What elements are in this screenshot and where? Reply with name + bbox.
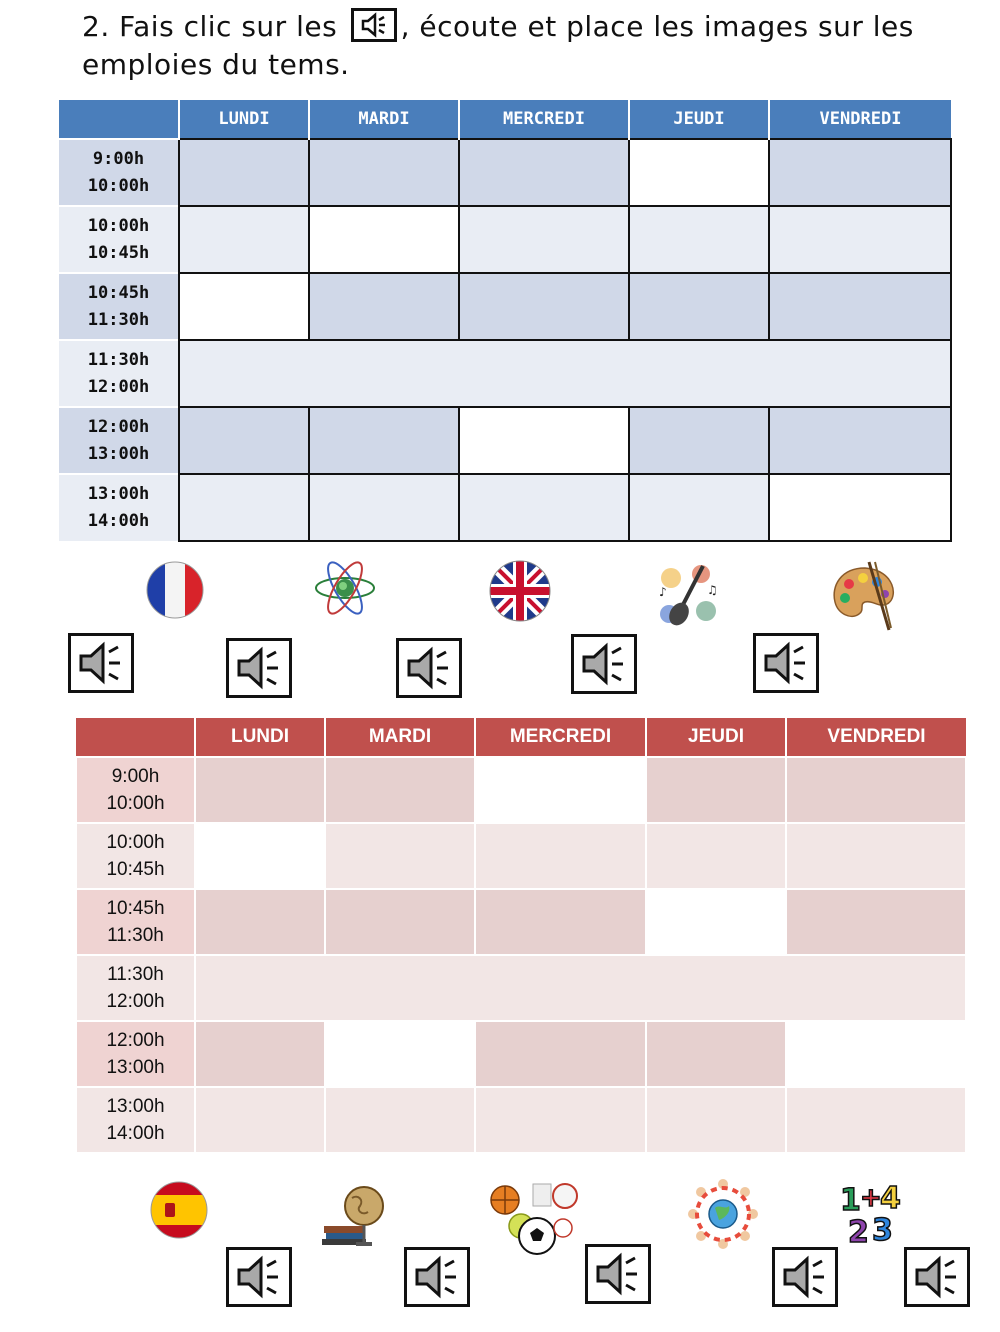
- speaker-icon: [399, 641, 459, 695]
- svg-text:1: 1: [840, 1183, 861, 1218]
- instruction-part1: 2. Fais clic sur les: [82, 10, 338, 43]
- header-vendredi: VENDREDI: [786, 718, 966, 757]
- drop-cell[interactable]: [309, 474, 459, 541]
- drop-cell[interactable]: [179, 273, 309, 340]
- time-end: 14:00h: [87, 511, 150, 531]
- speaker-icon: [351, 8, 397, 42]
- timetable-red: [75, 718, 967, 1154]
- drop-cell[interactable]: [459, 139, 629, 206]
- drop-cell[interactable]: [325, 823, 475, 889]
- instruction-line2: emploies du tems.: [82, 48, 350, 81]
- drop-cell[interactable]: [179, 206, 309, 273]
- time-end: 13:00h: [106, 1057, 165, 1078]
- drop-cell[interactable]: [195, 1021, 325, 1087]
- svg-text:3: 3: [872, 1213, 893, 1246]
- speaker-button[interactable]: [904, 1247, 970, 1307]
- speaker-button[interactable]: [396, 638, 462, 698]
- speaker-icon: [407, 1250, 467, 1304]
- drop-cell[interactable]: [195, 1087, 325, 1153]
- time-start: 10:45h: [106, 898, 165, 919]
- drop-cell[interactable]: [309, 273, 459, 340]
- time-end: 14:00h: [106, 1123, 165, 1144]
- time-slot: [76, 757, 195, 823]
- time-slot: [76, 1087, 195, 1153]
- drop-cell[interactable]: [309, 407, 459, 474]
- time-slot: [76, 889, 195, 955]
- time-end: 10:00h: [106, 793, 165, 814]
- drop-cell[interactable]: [309, 139, 459, 206]
- speaker-icon: [71, 636, 131, 690]
- time-end: 11:30h: [87, 309, 150, 330]
- drop-cell[interactable]: [646, 823, 786, 889]
- time-end: 11:30h: [107, 925, 164, 946]
- spain-flag-icon[interactable]: [149, 1180, 209, 1240]
- svg-text:♪: ♪: [659, 585, 667, 599]
- time-start: 9:00h: [92, 148, 145, 169]
- drop-cell[interactable]: [195, 823, 325, 889]
- header-lundi: LUNDI: [195, 718, 325, 757]
- header-jeudi: JEUDI: [646, 718, 786, 757]
- time-slot: [59, 273, 179, 340]
- drop-cell[interactable]: [459, 273, 629, 340]
- speaker-icon: [775, 1250, 835, 1304]
- time-start: 13:00h: [106, 1096, 165, 1117]
- speaker-button[interactable]: [753, 633, 819, 693]
- drop-cell[interactable]: [786, 1021, 966, 1087]
- drop-cell[interactable]: [786, 1087, 966, 1153]
- speaker-icon: [907, 1250, 967, 1304]
- svg-text:2: 2: [848, 1215, 869, 1246]
- science-atom-icon[interactable]: [313, 556, 377, 620]
- time-slot: [59, 474, 179, 541]
- geography-globe-icon[interactable]: [320, 1180, 390, 1250]
- time-end: 10:00h: [87, 175, 150, 196]
- header-jeudi: JEUDI: [629, 100, 769, 139]
- time-end: 10:45h: [87, 242, 150, 263]
- svg-text:+: +: [860, 1183, 882, 1213]
- drop-cell[interactable]: [195, 757, 325, 823]
- time-slot: [76, 955, 195, 1021]
- drop-cell[interactable]: [646, 1087, 786, 1153]
- drop-cell[interactable]: [646, 1021, 786, 1087]
- header-mercredi: MERCREDI: [459, 100, 629, 139]
- lunch-row: [195, 955, 966, 1021]
- time-end: 10:45h: [106, 859, 165, 880]
- time-start: 10:45h: [87, 282, 150, 303]
- drop-cell[interactable]: [475, 1021, 646, 1087]
- speaker-button[interactable]: [772, 1247, 838, 1307]
- drop-cell[interactable]: [769, 407, 951, 474]
- drop-cell[interactable]: [629, 407, 769, 474]
- sports-balls-icon[interactable]: [489, 1180, 579, 1256]
- drop-cell[interactable]: [646, 757, 786, 823]
- drop-cell[interactable]: [179, 139, 309, 206]
- timetable-blue: [59, 100, 952, 542]
- drop-cell[interactable]: [459, 474, 629, 541]
- header-mercredi: MERCREDI: [475, 718, 646, 757]
- time-end: 12:00h: [106, 991, 165, 1012]
- lunch-row: [179, 340, 951, 407]
- drop-cell[interactable]: [786, 889, 966, 955]
- speaker-button[interactable]: [571, 634, 637, 694]
- drop-cell[interactable]: [769, 474, 951, 541]
- drop-cell[interactable]: [179, 407, 309, 474]
- drop-cell[interactable]: [325, 1021, 475, 1087]
- time-start: 11:30h: [107, 964, 164, 985]
- time-end: 12:00h: [87, 376, 150, 397]
- header-corner: [76, 718, 195, 757]
- music-guitar-icon[interactable]: [651, 556, 723, 636]
- header-vendredi: VENDREDI: [769, 100, 951, 139]
- drop-cell[interactable]: [786, 757, 966, 823]
- header-lundi: LUNDI: [179, 100, 309, 139]
- speaker-button[interactable]: [226, 638, 292, 698]
- time-slot: [59, 340, 179, 407]
- time-start: 9:00h: [111, 766, 160, 787]
- numbers-maths-icon[interactable]: [838, 1176, 910, 1246]
- instruction-part2: , écoute et place les images sur les: [400, 10, 914, 43]
- drop-cell[interactable]: [179, 474, 309, 541]
- time-start: 12:00h: [87, 416, 150, 437]
- drop-cell[interactable]: [629, 273, 769, 340]
- speaker-button[interactable]: [404, 1247, 470, 1307]
- time-start: 10:00h: [87, 215, 150, 236]
- time-slot: [76, 823, 195, 889]
- drop-cell[interactable]: [629, 139, 769, 206]
- drop-cell[interactable]: [769, 273, 951, 340]
- header-mardi: MARDI: [309, 100, 459, 139]
- header-mardi: MARDI: [325, 718, 475, 757]
- france-flag-icon[interactable]: [145, 560, 205, 620]
- svg-text:4: 4: [880, 1181, 901, 1216]
- instruction-text: [82, 8, 982, 84]
- drop-cell[interactable]: [769, 206, 951, 273]
- drop-cell[interactable]: [475, 889, 646, 955]
- drop-cell[interactable]: [195, 889, 325, 955]
- drop-cell[interactable]: [786, 823, 966, 889]
- time-slot: [76, 1021, 195, 1087]
- drop-cell[interactable]: [629, 206, 769, 273]
- drop-cell[interactable]: [769, 139, 951, 206]
- children-world-icon[interactable]: [685, 1176, 761, 1252]
- drop-cell[interactable]: [475, 823, 646, 889]
- art-palette-icon[interactable]: [829, 558, 901, 634]
- drop-cell[interactable]: [325, 757, 475, 823]
- drop-cell[interactable]: [475, 1087, 646, 1153]
- speaker-icon: [574, 637, 634, 691]
- time-slot: [59, 206, 179, 273]
- speaker-icon: [756, 636, 816, 690]
- drop-cell[interactable]: [459, 206, 629, 273]
- drop-cell[interactable]: [629, 474, 769, 541]
- svg-text:♫: ♫: [707, 583, 718, 597]
- speaker-icon: [229, 641, 289, 695]
- header-corner: [59, 100, 179, 139]
- drop-cell[interactable]: [325, 1087, 475, 1153]
- drop-cell[interactable]: [459, 407, 629, 474]
- time-start: 12:00h: [106, 1030, 165, 1051]
- speaker-button[interactable]: [68, 633, 134, 693]
- time-start: 11:30h: [87, 349, 150, 370]
- drop-cell[interactable]: [325, 889, 475, 955]
- speaker-icon: [229, 1250, 289, 1304]
- time-end: 13:00h: [87, 443, 150, 464]
- time-start: 13:00h: [87, 484, 150, 504]
- time-start: 10:00h: [106, 832, 165, 853]
- speaker-icon: [588, 1247, 648, 1301]
- uk-flag-icon[interactable]: [488, 559, 552, 623]
- speaker-button[interactable]: [226, 1247, 292, 1307]
- time-slot: [59, 139, 179, 206]
- drop-cell[interactable]: [646, 889, 786, 955]
- speaker-button[interactable]: [585, 1244, 651, 1304]
- time-slot: [59, 407, 179, 474]
- drop-cell[interactable]: [475, 757, 646, 823]
- drop-cell[interactable]: [309, 206, 459, 273]
